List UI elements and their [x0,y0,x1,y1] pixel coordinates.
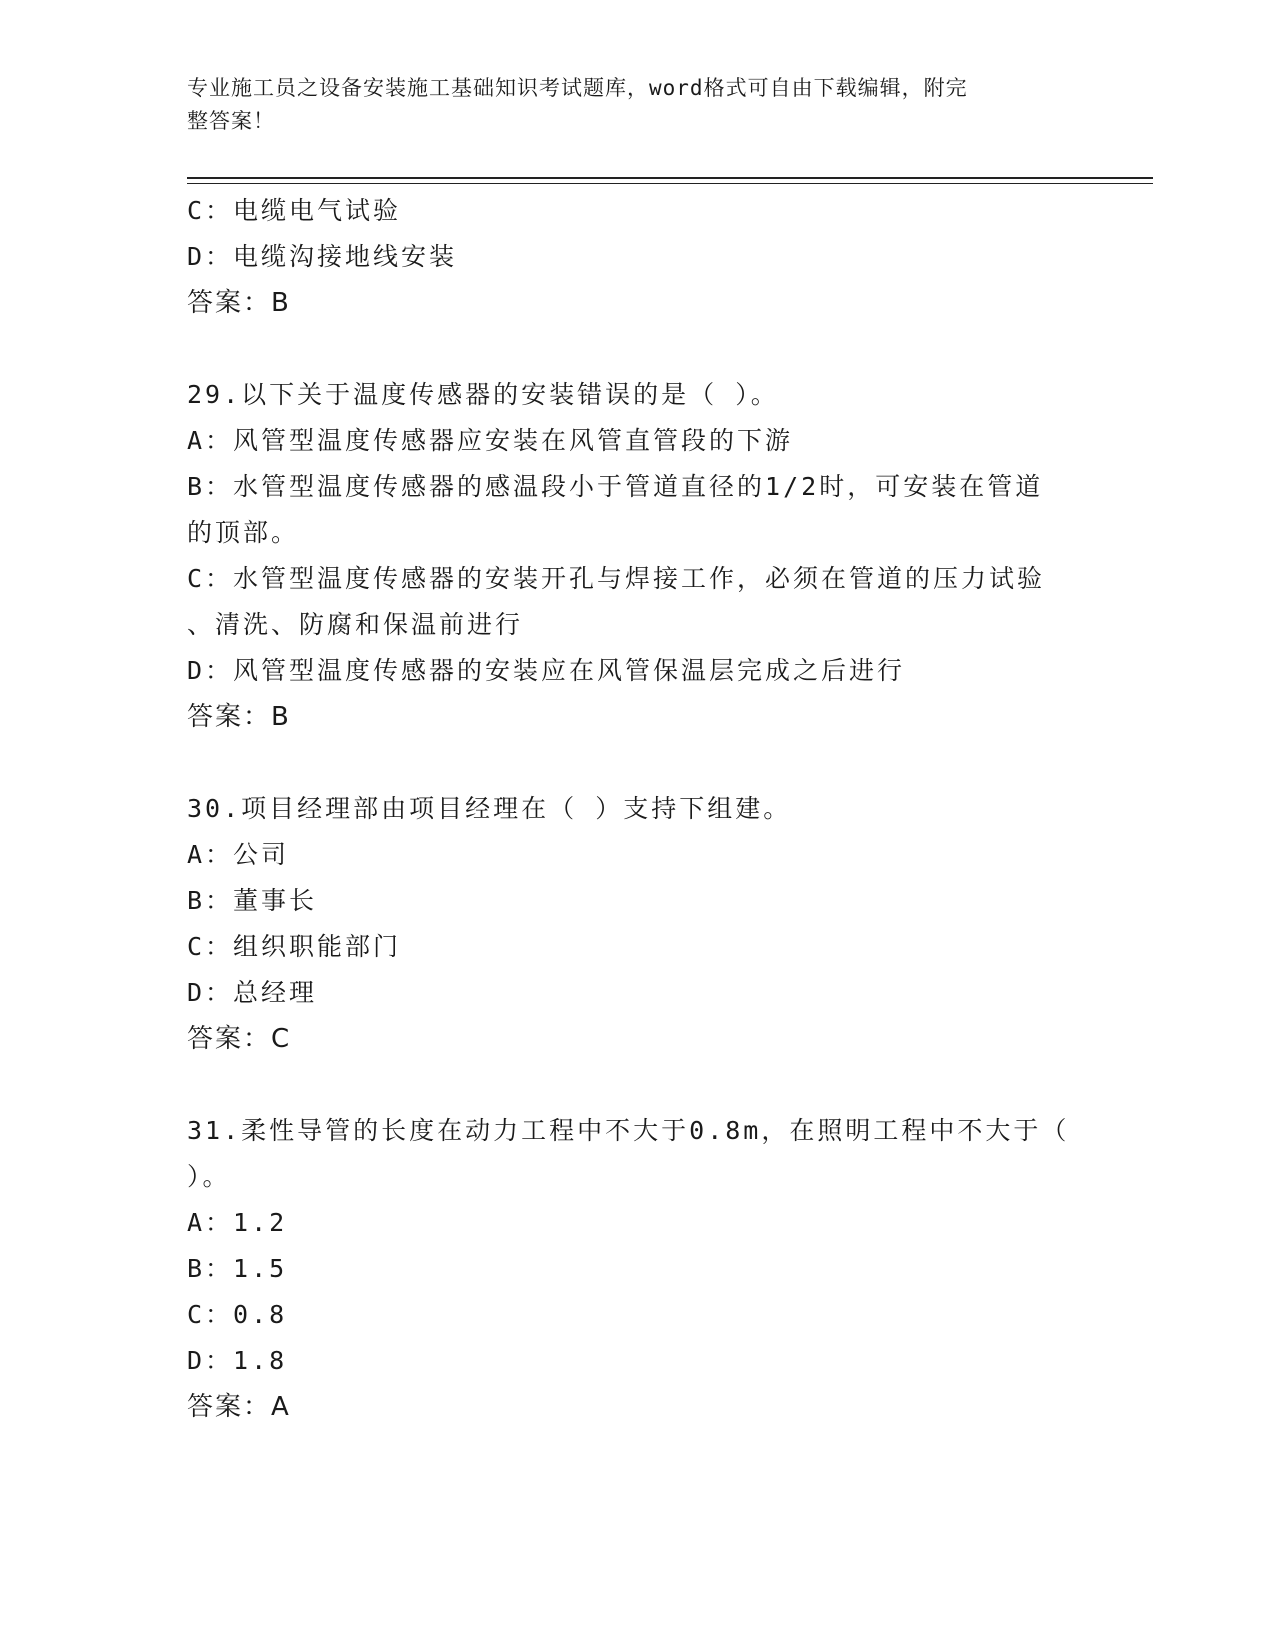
option-d: D：电缆沟接地线安装 [187,242,458,271]
question-stem: 30.项目经理部由项目经理在（ ）支持下组建。 [187,794,792,823]
header-line-2: 整答案！ [187,109,275,133]
option-b: B：1.5 [187,1254,288,1283]
question-block-31 [187,1108,1087,1430]
option-d: D：1.8 [187,1346,288,1375]
header-rule-thin [187,183,1153,184]
question-stem: 29.以下关于温度传感器的安装错误的是（ ）。 [187,380,779,409]
option-c: C：电缆电气试验 [187,196,402,225]
document-header [187,72,1087,138]
answer: 答案：B [187,702,291,732]
question-block-prev [187,188,1087,326]
option-a: A：公司 [187,840,290,869]
header-line-1: 专业施工员之设备安装施工基础知识考试题库，word格式可自由下载编辑，附完 [187,76,968,100]
answer: 答案：B [187,288,291,318]
answer: 答案：C [187,1024,292,1054]
question-stem: 31.柔性导管的长度在动力工程中不大于0.8m，在照明工程中不大于（ [187,1116,1070,1145]
answer: 答案：A [187,1392,291,1422]
question-block-30 [187,786,1087,1062]
option-a: A：风管型温度传感器应安装在风管直管段的下游 [187,426,794,455]
option-c: C：0.8 [187,1300,288,1329]
option-a: A：1.2 [187,1208,288,1237]
question-block-29 [187,372,1087,740]
option-b: B：董事长 [187,886,318,915]
question-list [187,188,1087,1430]
option-d: D：总经理 [187,978,318,1007]
option-c-continued: 、清洗、防腐和保温前进行 [187,610,524,639]
option-b-continued: 的顶部。 [187,518,300,547]
option-d: D：风管型温度传感器的安装应在风管保温层完成之后进行 [187,656,906,685]
question-stem-continued: ）。 [187,1162,231,1191]
header-rule-thick [187,177,1153,179]
option-b: B：水管型温度传感器的感温段小于管道直径的1/2时，可安装在管道 [187,472,1044,501]
option-c: C：水管型温度传感器的安装开孔与焊接工作，必须在管道的压力试验 [187,564,1046,593]
option-c: C：组织职能部门 [187,932,402,961]
